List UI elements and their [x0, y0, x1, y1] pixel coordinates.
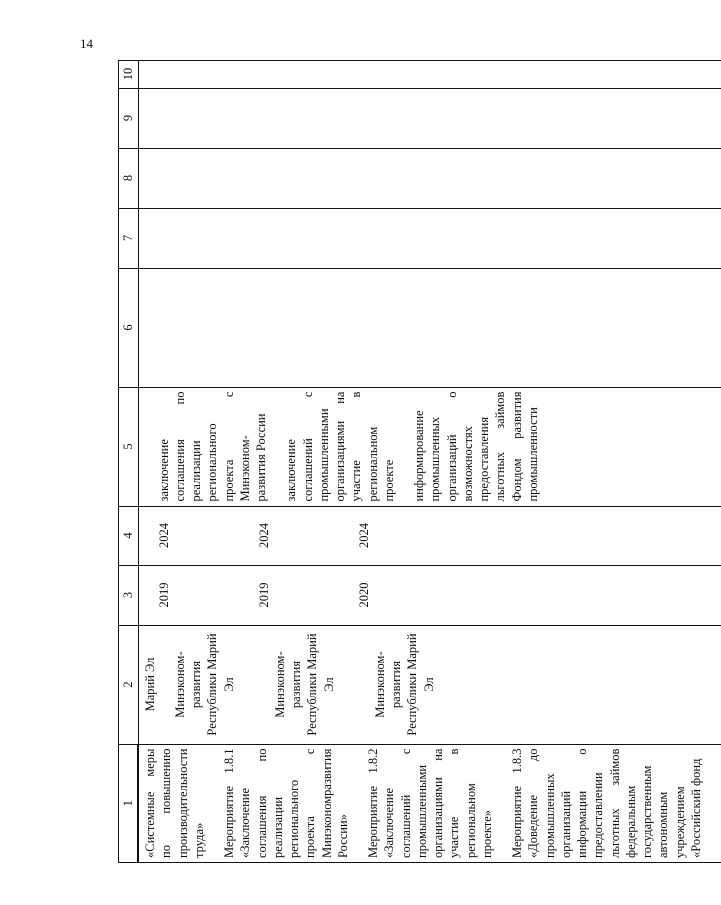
empty-cell [138, 208, 721, 268]
column-header: 6 [119, 268, 139, 387]
result-cell: заключение соглашения по реализации регионального проекта с Минэконом-развития России [156, 391, 268, 502]
executor-cell: Минэконом-развития Республики Марий Эл [172, 633, 236, 736]
measure-cell: «Системные меры по повышению производительности труда» [143, 748, 206, 858]
column-header: 5 [119, 387, 139, 506]
start-year-cell: 2019 [256, 582, 271, 608]
empty-cell [138, 148, 721, 208]
start-year-cell: 2020 [356, 582, 371, 608]
column-header: 9 [119, 88, 139, 148]
start-year-cell: 2019 [156, 582, 171, 608]
column-header: 3 [119, 565, 139, 625]
end-year-cell: 2024 [156, 523, 171, 549]
empty-cell [138, 268, 721, 387]
column-header: 8 [119, 148, 139, 208]
measure-cell: Мероприятие 1.8.3 «Доведение до промышленных организаций информации о предоставлении льготных займов федеральным государственным автономным учреждением «Российский фонд [510, 748, 703, 858]
measure-cell: Мероприятие 1.8.1 «Заключение соглашения по реализации регионального проекта с Минэкономразвития России» [222, 748, 350, 858]
column-number-row [119, 60, 139, 862]
measure-column [138, 744, 721, 862]
program-table [118, 60, 721, 863]
page-number: 14 [80, 36, 93, 51]
executor-column [138, 625, 721, 744]
column-header: 4 [119, 506, 139, 565]
result-cell: информирование промышленных организаций о возможностях предоставления льготных займов Фондом развития промышленности [412, 391, 540, 502]
empty-cell [138, 60, 721, 88]
table-body-row [138, 60, 721, 862]
executor-cell: Минэконом-развития Республики Марий Эл [372, 633, 436, 736]
end-year-cell: 2024 [356, 523, 371, 549]
executor-cell: Минэконом-развития Республики Марий Эл [272, 633, 336, 736]
end-year-cell: 2024 [256, 523, 271, 549]
end-year-column [138, 506, 721, 565]
column-header: 2 [119, 625, 139, 744]
column-header: 7 [119, 208, 139, 268]
column-header: 1 [119, 744, 139, 862]
column-header: 10 [119, 60, 139, 88]
empty-cell [138, 88, 721, 148]
start-year-column [138, 565, 721, 625]
result-cell: заключение соглашений с промышленными организациями на участие в региональном проекте [284, 391, 396, 502]
measure-cell: Мероприятие 1.8.2 «Заключение соглашений с промышленными организациями на участие в региональном проекте» [366, 748, 494, 858]
executor-cell: Марий Эл [142, 657, 157, 712]
result-column [138, 387, 721, 506]
